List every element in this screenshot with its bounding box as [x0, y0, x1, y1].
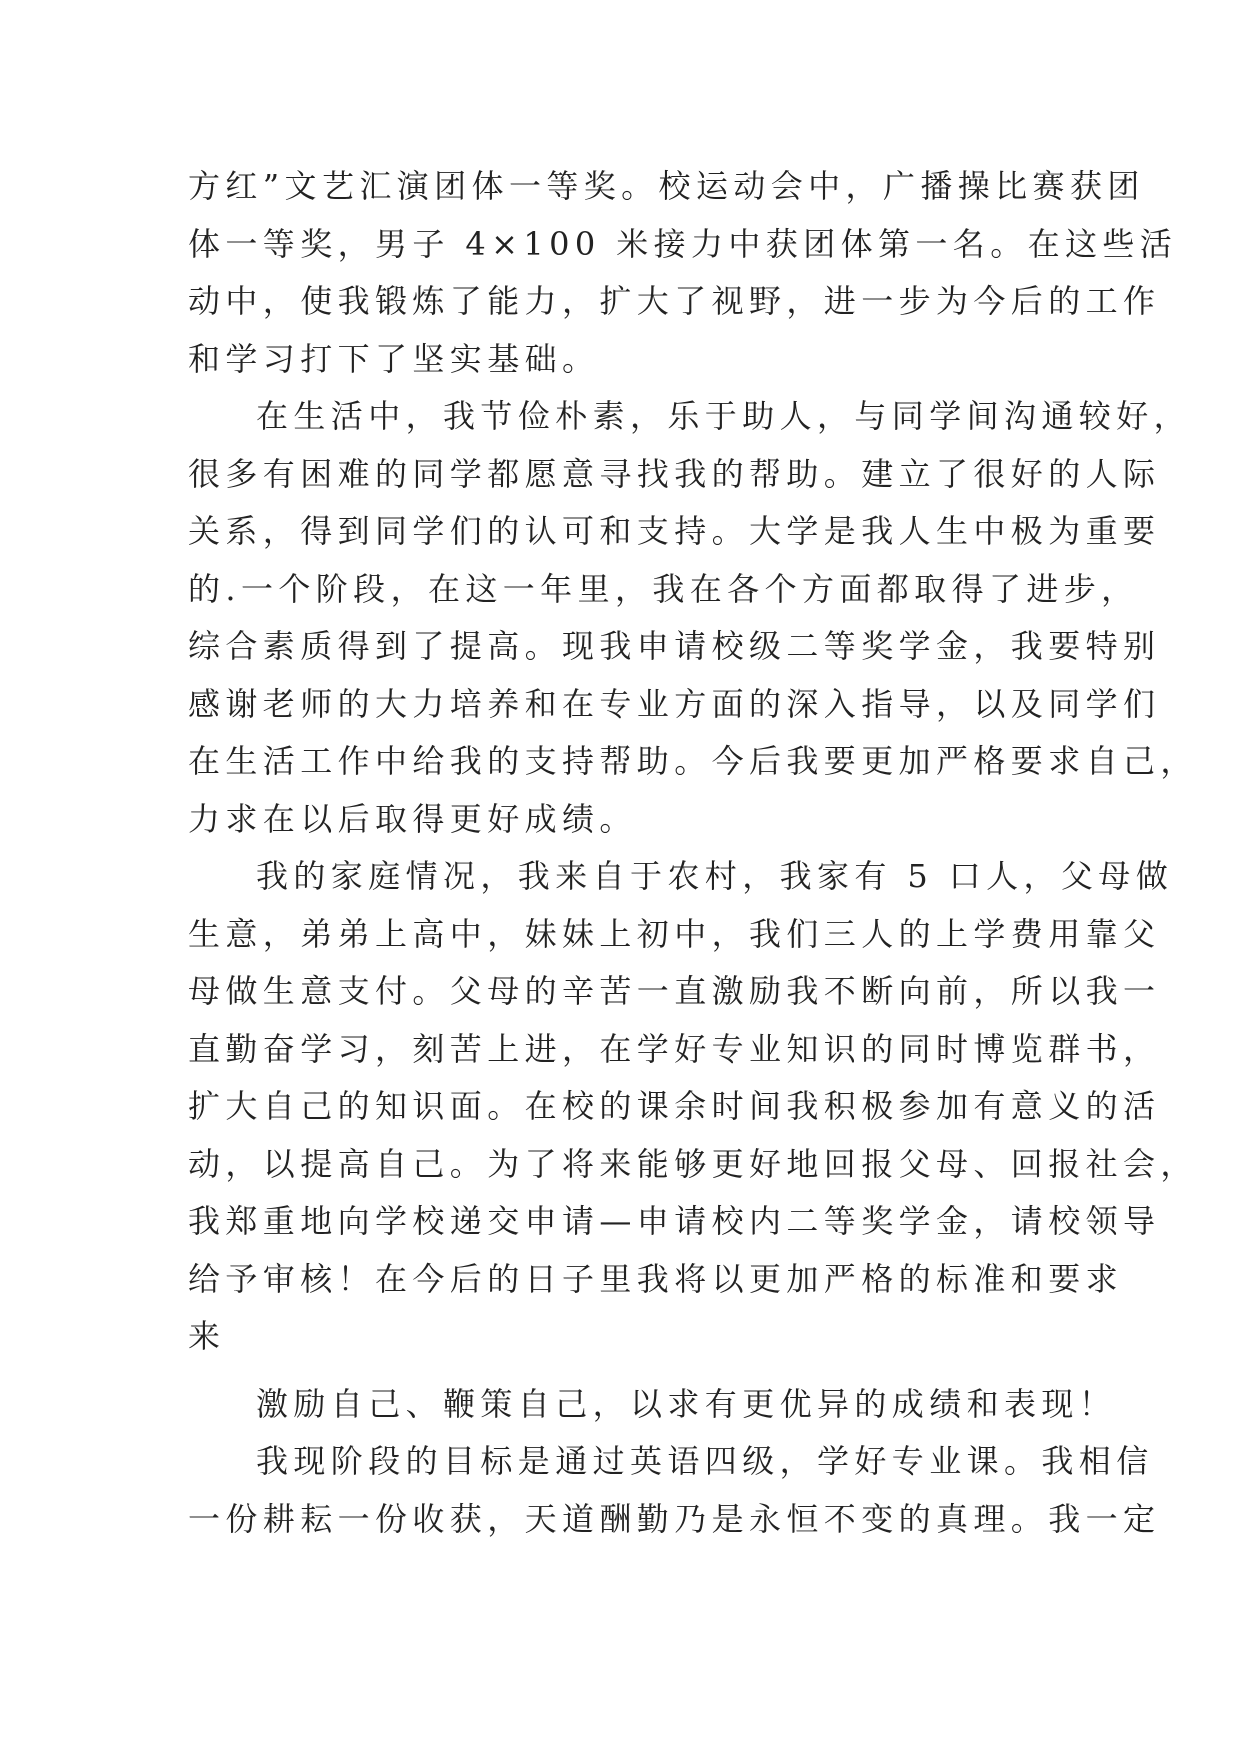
text-line: 力求在以后取得更好成绩。 — [188, 799, 637, 838]
text-line: 感谢老师的大力培养和在专业方面的深入指导，以及同学们 — [188, 684, 1161, 723]
text-line: 在生活工作中给我的支持帮助。今后我要更加严格要求自己， — [188, 742, 1198, 780]
text-line: 和学习打下了坚实基础。 — [188, 339, 600, 378]
paragraph-first-line: 在生活中，我节俭朴素，乐于助人，与同学间沟通较好， — [256, 397, 1192, 435]
text-line: 体一等奖，男子 4×100 米接力中获团体第一名。在这些活 — [188, 224, 1178, 263]
text-line: 一份耕耘一份收获，天道酬勤乃是永恒不变的真理。我一定 — [188, 1499, 1161, 1538]
text-line: 生意，弟弟上高中，妹妹上初中，我们三人的上学费用靠父 — [188, 914, 1161, 953]
paragraph-first-line: 我的家庭情况，我来自于农村，我家有 5 口人，父母做 — [256, 857, 1174, 895]
text-line: 动，以提高自己。为了将来能够更好地回报父母、回报社会， — [188, 1144, 1198, 1183]
text-line: 直勤奋学习，刻苦上进，在学好专业知识的同时博览群书， — [188, 1029, 1161, 1068]
text-line: 母做生意支付。父母的辛苦一直激励我不断向前，所以我一 — [188, 972, 1161, 1010]
document-body — [188, 158, 1198, 1548]
text-line: 动中，使我锻炼了能力，扩大了视野，进一步为今后的工作 — [188, 282, 1161, 320]
text-line: 扩大自己的知识面。在校的课余时间我积极参加有意义的活 — [188, 1087, 1161, 1125]
text-line: 很多有困难的同学都愿意寻找我的帮助。建立了很好的人际 — [188, 454, 1161, 493]
text-line: 我郑重地向学校递交申请—申请校内二等奖学金，请校领导 — [188, 1202, 1161, 1240]
paragraph-first-line: 激励自己、鞭策自己，以求有更优异的成绩和表现！ — [256, 1384, 1117, 1423]
text-line: 来 — [188, 1317, 226, 1355]
paragraph-first-line: 我现阶段的目标是通过英语四级，学好专业课。我相信 — [256, 1442, 1154, 1480]
text-line: 的.一个阶段，在这一年里，我在各个方面都取得了进步， — [188, 569, 1139, 608]
text-line: 综合素质得到了提高。现我申请校级二等奖学金，我要特别 — [188, 627, 1161, 665]
text-line: 给予审核！在今后的日子里我将以更加严格的标准和要求 — [188, 1259, 1124, 1298]
text-line: 关系，得到同学们的认可和支持。大学是我人生中极为重要 — [188, 512, 1161, 550]
text-line: 方红”文艺汇演团体一等奖。校运动会中，广播操比赛获团 — [188, 167, 1145, 205]
